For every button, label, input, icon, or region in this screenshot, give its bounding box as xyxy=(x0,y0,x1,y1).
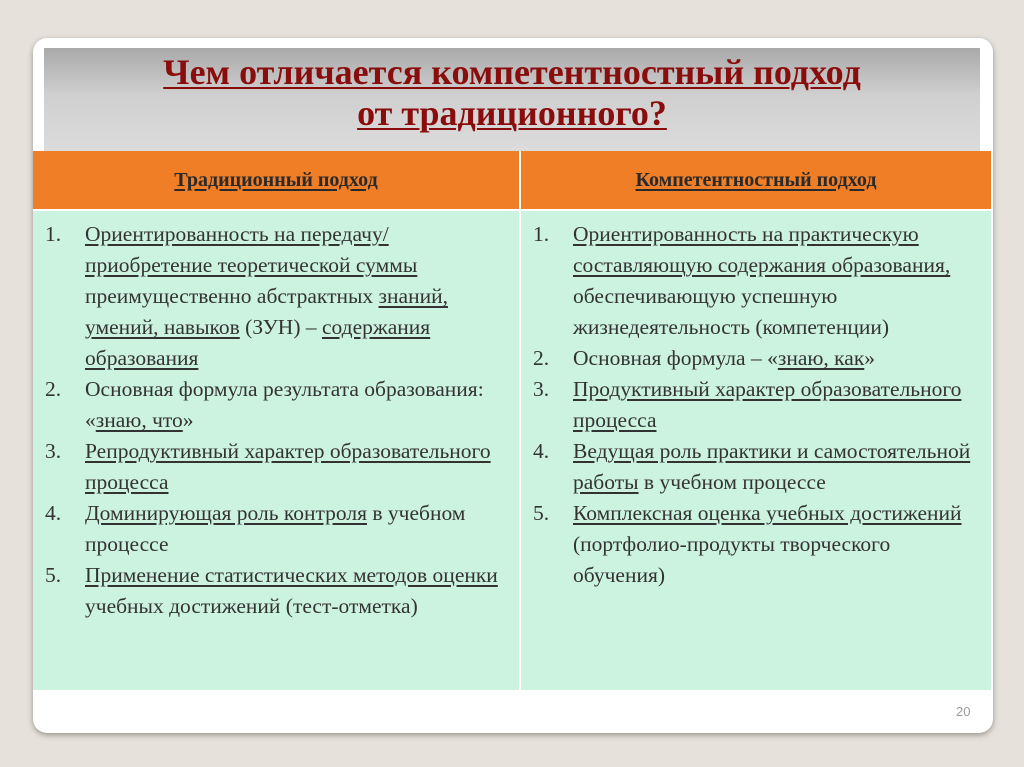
list-item-text xyxy=(573,498,983,591)
list-item-number: 1. xyxy=(45,222,62,246)
underlined-text: знаю, что xyxy=(95,408,183,432)
list-item-text xyxy=(85,560,511,622)
list-item-text xyxy=(573,436,983,498)
list-item xyxy=(41,219,511,374)
list-item-number: 1. xyxy=(533,222,550,246)
list-item-text xyxy=(85,498,511,560)
list-item-text xyxy=(85,436,511,498)
underlined-text: Комплексная оценка учебных достижений xyxy=(573,501,962,525)
list-item-number: 2. xyxy=(45,377,62,401)
list-item-number: 3. xyxy=(533,377,550,401)
underlined-text: знаний, умений, навыков xyxy=(85,284,448,339)
column-divider xyxy=(519,151,521,690)
list-item-text xyxy=(573,374,983,436)
cell-traditional xyxy=(33,211,519,690)
plain-text: » xyxy=(182,408,194,432)
plain-text: учебных достижений (тест-отметка) xyxy=(85,594,418,618)
list-item-number: 4. xyxy=(45,501,62,525)
list-item xyxy=(41,498,511,560)
list-item-text xyxy=(573,219,983,343)
plain-text: обеспечивающую успешную жизнедеятельность (компетенции) xyxy=(573,284,890,339)
underlined-text: Ориентированность на передачу/приобретение теоретической суммы xyxy=(85,222,418,277)
list-item xyxy=(529,343,983,374)
list-item-text xyxy=(85,219,511,374)
slide-title-line-1: Чем отличается компетентностный подход xyxy=(163,52,861,92)
slide-title-line-2: от традиционного? xyxy=(357,93,667,133)
underlined-text: содержания образования xyxy=(85,315,431,370)
page-number: 20 xyxy=(956,704,971,719)
list-item xyxy=(529,374,983,436)
underlined-text: Ориентированность на практическую составляющую содержания образования, xyxy=(573,222,951,277)
underlined-text: Продуктивный характер образовательного процесса xyxy=(573,377,962,432)
list-item xyxy=(529,498,983,591)
header-competence: Компетентностный подход xyxy=(521,151,991,209)
plain-text: (портфолио-продукты творческого обучения) xyxy=(573,532,891,587)
list-item-text xyxy=(85,374,511,436)
list-item xyxy=(41,374,511,436)
underlined-text: Репродуктивный характер образовательного процесса xyxy=(85,439,491,494)
cell-competence xyxy=(521,211,991,690)
underlined-text: Доминирующая роль контроля xyxy=(85,501,367,525)
underlined-text: знаю, как xyxy=(777,346,865,370)
list-competence xyxy=(529,219,983,591)
list-item-number: 5. xyxy=(45,563,62,587)
list-item-number: 5. xyxy=(533,501,550,525)
header-traditional: Традиционный подход xyxy=(33,151,519,209)
list-item xyxy=(529,436,983,498)
row-divider xyxy=(33,209,991,211)
underlined-text: Применение статистических методов оценки xyxy=(85,563,498,587)
plain-text: » xyxy=(864,346,876,370)
underlined-text: Ведущая роль практики и самостоятельной работы xyxy=(573,439,971,494)
list-item xyxy=(41,436,511,498)
list-item-text xyxy=(573,343,983,374)
list-item xyxy=(41,560,511,622)
plain-text: Основная формула – « xyxy=(573,346,778,370)
plain-text: преимущественно абстрактных xyxy=(85,284,379,308)
plain-text: в учебном процессе xyxy=(85,501,466,556)
plain-text: (ЗУН) – xyxy=(239,315,322,339)
list-item xyxy=(529,219,983,343)
list-traditional xyxy=(41,219,511,622)
slide-title xyxy=(44,52,980,134)
list-item-number: 3. xyxy=(45,439,62,463)
plain-text: в учебном процессе xyxy=(638,470,826,494)
plain-text: Основная формула результата образования: « xyxy=(85,377,484,432)
list-item-number: 4. xyxy=(533,439,550,463)
list-item-number: 2. xyxy=(533,346,550,370)
